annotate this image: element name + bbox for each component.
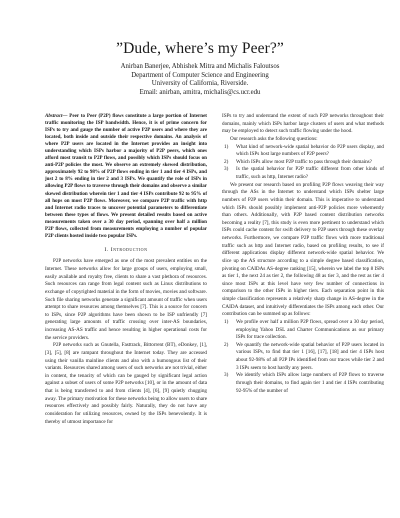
list-number: 1): [224, 143, 229, 150]
abstract: [45, 113, 207, 240]
questions-list: [222, 144, 384, 182]
list-text: Is the spatial behavior for P2P traffic different from other kinds of traffic, such as http, Internet radio?: [236, 166, 384, 180]
list-number: 3): [224, 166, 229, 173]
section-number: I.: [104, 246, 109, 253]
list-item: [222, 319, 384, 342]
questions-intro: Our research asks the following questions:: [230, 135, 318, 142]
intro-paragraph: P2P networks have emerged as one of the most prevalent entities on the Internet. These networks allow for large groups of users, employing small, easily available and royalty free, clients to share a vast plethora of resources. Such resources can range from legal content such as Linux distributions to exchange of copyrighted material in the form of movies, movies and software. Such file sharing networks generate a significant amount of traffic when users attempt to share resources among themselves [7]. This is a source for concern to ISPs, since P2P algorithms have been shown to be ISP unfriendly [7] generating large amounts of traffic crossing over inter-AS boundaries, increasing AS-AS traffic and hence resulting in higher operational costs for the service providers.: [45, 258, 207, 341]
right-column: [222, 113, 384, 395]
list-number: 1): [224, 318, 229, 325]
abstract-text: — Peer to Peer (P2P) flows constitute a large portion of Internet traffic monitoring the ISP bandwidth. Hence, it is of prime concern for ISPs to try and gauge the number of active P2P users and where they are located, both inside and outside their respective domains. An analysis of where P2P users are located in the Internet provides an insight into understanding which ISPs harbor a majority of P2P peers, which ones afford most transit to P2P flows, and possibly which ISPs should focus on anti-P2P policies the most. We observe an extremely skewed distribution, approximately 92 to 98% of P2P flows ending in tier 1 and tier 4 ISPs, and just 2 to 8% ending in tier 2 and 3 ISPs. We quantify the role of ISPs in allowing P2P flows to traverse through their domains and observe a similar skewed distribution wherein tier 1 and tier 4 ISPs contribute 92 to 95% of all hops on most P2P flows. Moreover, we compare P2P traffic with http and Internet radio traces to uncover potential parameters to differentiate between these types of flows. We present detailed results based on active measurements taken over a 30 day period, spanning over half a million P2P flows, collected from measurements employing a number of popular P2P clients hosted inside two popular ISPs.: [45, 113, 207, 239]
abstract-label: Abstract: [45, 113, 63, 119]
list-item: [222, 166, 384, 181]
list-item: [222, 342, 384, 373]
list-item: [222, 144, 384, 159]
list-number: 2): [224, 341, 229, 348]
p2p-paragraph: P2P networks such as Gnutella, Fasttrack, Bittorrent (BT), eDonkey, [1], [3], [5], [8] are rampant throughout the Internet today. They are accessed using their vanilla mainline clients and also with a humongous list of their variants. Resources shared among users of such networks are not trivial, either in content, the tenacity of which can be gauged by significant legal action against a subset of users of some P2P networks [10], or in the amount of data that is being transferred to and from clients [4], [6], [9] quietly chugging away. The primary motivation for these networks being to allow users to share resources effectively and possibly fairly. Naturally, they do not have any consideration for utilizing resources, owned by the ISPs benevolently. It is thereby of utmost importance for: [45, 342, 207, 425]
author-block: [0, 63, 400, 97]
list-item: [222, 372, 384, 395]
list-text: We quantify the network-wide spatial behavior of P2P users located in various ISPs, to find that tier 1 [16], [17], [18] and tier 4 ISPs host about 92-98% of all P2P IPs identified from our traces while tier 2 and 3 ISPs seem to host hardly any peers.: [236, 341, 384, 371]
list-number: 2): [224, 158, 229, 165]
department: Department of Computer Science and Engineering: [131, 71, 269, 79]
section-title: Introduction: [110, 246, 148, 253]
list-number: 3): [224, 372, 229, 379]
university: University of California, Riverside.: [151, 80, 249, 88]
paper-title: ”Dude, where’s my Peer?”: [116, 40, 284, 57]
list-text: Which ISPs allow most P2P traffic to pass through their domains?: [236, 158, 372, 165]
list-text: We profile over half a million P2P flows, spread over a 30 day period, employing Yahoo DSL and Charter Communications as our primary ISPs for trace collection.: [236, 318, 384, 341]
list-text: What kind of network-wide spatial behavior do P2P users display, and which ISPs host large numbers of P2P peers?: [236, 143, 384, 158]
section-heading: [45, 247, 207, 255]
list-text: We identify which ISPs allow large numbers of P2P flows to traverse through their domains, to find again tier 1 and tier 4 ISPs contributing 92-95% of the number of: [236, 372, 384, 394]
continued-paragraph: ISPs to try and understand the extent of such P2P networks throughout their domains, mainly which ISPs harbor large clusters of users and what methods may be employed to detect such traffic flowing under the hood.: [222, 113, 384, 135]
email: Email: anirban, amitra, michalis@cs.ucr.edu: [139, 88, 261, 96]
author-names: Anirban Banerjee, Abhishek Mitra and Michalis Faloutsos: [120, 63, 280, 70]
left-column: [45, 113, 207, 426]
approach-paragraph: We present our research based on profiling P2P flows weaving their way through the ASs in the Internet to understand which ISPs shelter large numbers of P2P users within their domain. This is imperative to understand which ISPs should possibly implement anti-P2P policies more vehemently than others. Additionally, with P2P based content distribution networks becoming a reality [7], this study is even more pertinent to understand which ISPs could cache content for swift delivery to P2P users through these overlay networks. Furthermore, we compare P2P traffic flows with more traditional traffic such as http and Internet radio, based on profiling results, to see if different applications display different network-wide spatial behavior. We slice up the AS structure according to a simple degree based classification, pivoting on CAIDAs AS-degree ranking [15], wherein we label the top 8 ISPs as tier 1, the next 24 as tier 2, the following 48 as tier 3, and the rest as tier 4 since most ISPs at this level have very few number of connections in comparison to the other ISPs in higher tiers. Each separation point in this simple classification represents a relatively sharp change in AS-degree in the CAIDA dataset, and intuitively differentiates the ISPs among each other. Our contribution can be summed up as follows:: [222, 181, 384, 318]
contributions-list: [222, 319, 384, 395]
